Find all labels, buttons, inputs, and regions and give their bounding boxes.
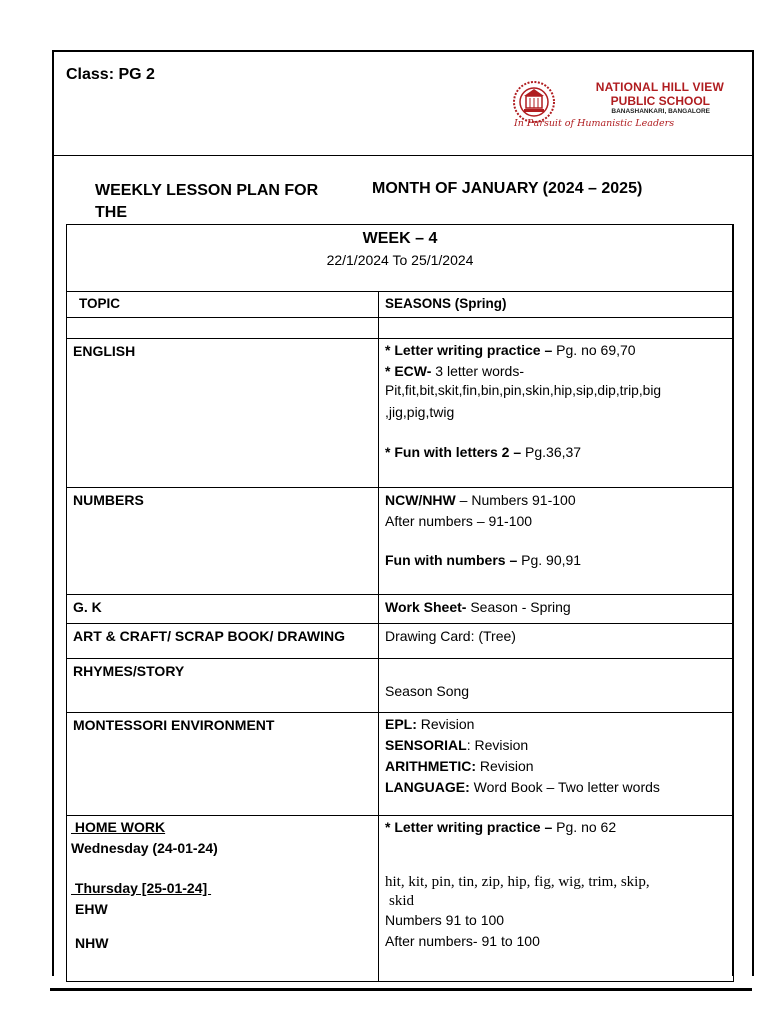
numbers-label: NUMBERS <box>67 488 379 595</box>
rhymes-content: Season Song <box>379 659 734 713</box>
week-label: WEEK – 4 <box>362 230 438 247</box>
plan-title-left <box>95 180 335 224</box>
art-label: ART & CRAFT/ SCRAP BOOK/ DRAWING <box>67 624 379 659</box>
header-divider <box>52 155 752 156</box>
school-name-line1: NATIONAL HILL VIEW <box>595 80 724 94</box>
school-tagline: In Pursuit of Humanistic Leaders <box>514 118 675 129</box>
montessori-sensorial: SENSORIAL: Revision <box>385 737 529 753</box>
homework-nhw-line-2: After numbers- 91 to 100 <box>385 932 540 949</box>
week-row <box>67 225 734 292</box>
lesson-plan-table <box>66 224 734 982</box>
plan-title-line2: THE <box>95 204 127 221</box>
english-words: Pit,fit,bit,skit,fin,bin,pin,skin,hip,sip,dip,trip,big <box>385 383 662 398</box>
english-item-2: * ECW- 3 letter words- <box>385 362 524 379</box>
english-label: ENGLISH <box>67 339 379 488</box>
week-dates: 22/1/2024 To 25/1/2024 <box>326 252 474 268</box>
numbers-line-1: NCW/NHW – Numbers 91-100 <box>385 492 576 508</box>
numbers-line-2: After numbers – 91-100 <box>385 512 533 529</box>
page-bottom-rule <box>50 988 752 991</box>
school-logo <box>512 78 724 134</box>
montessori-content <box>379 713 734 816</box>
numbers-row <box>67 488 734 595</box>
art-row <box>67 624 734 659</box>
plan-title-right: MONTH OF JANUARY (2024 – 2025) <box>372 180 643 197</box>
gk-label: G. K <box>67 595 379 624</box>
gk-row <box>67 595 734 624</box>
spacer-cell-right <box>379 318 734 339</box>
rhymes-row <box>67 659 734 713</box>
homework-content <box>379 816 734 982</box>
topic-label: TOPIC <box>67 292 379 318</box>
english-content <box>379 339 734 488</box>
week-cell <box>67 225 734 292</box>
homework-nhw: NHW <box>75 935 109 951</box>
spacer-row <box>67 318 734 339</box>
homework-thursday: Thursday [25-01-24] <box>71 880 212 896</box>
english-item-1: * Letter writing practice – Pg. no 69,70 <box>385 342 636 358</box>
english-words-2: ,jig,pig,twig <box>385 403 455 420</box>
homework-row <box>67 816 734 982</box>
numbers-content <box>379 488 734 595</box>
english-item-3: * Fun with letters 2 – Pg.36,37 <box>385 444 582 460</box>
plan-title-line1: WEEKLY LESSON PLAN FOR <box>95 182 319 199</box>
montessori-epl: EPL: Revision <box>385 716 475 732</box>
spacer-cell-left <box>67 318 379 339</box>
numbers-line-3: Fun with numbers – Pg. 90,91 <box>385 552 582 568</box>
art-content: Drawing Card: (Tree) <box>379 624 734 659</box>
homework-nhw-line-1: Numbers 91 to 100 <box>385 912 505 928</box>
homework-ehw: EHW <box>75 900 108 917</box>
homework-wednesday: Wednesday (24-01-24) <box>71 839 218 856</box>
gk-content: Work Sheet- Season - Spring <box>379 595 734 624</box>
school-location: BANASHANKARI, BANGALORE <box>611 108 710 115</box>
montessori-row <box>67 713 734 816</box>
rhymes-label: RHYMES/STORY <box>67 659 379 713</box>
topic-row <box>67 292 734 318</box>
school-name-line2: PUBLIC SCHOOL <box>610 94 710 108</box>
homework-wednesday-task: * Letter writing practice – Pg. no 62 <box>385 819 617 835</box>
montessori-label: MONTESSORI ENVIRONMENT <box>67 713 379 816</box>
montessori-arithmetic: ARITHMETIC: Revision <box>385 758 534 774</box>
homework-label <box>67 816 379 982</box>
homework-ehw-words: hit, kit, pin, tin, zip, hip, fig, wig, trim, skip, <box>385 873 650 890</box>
montessori-language: LANGUAGE: Word Book – Two letter words <box>385 779 660 795</box>
english-row <box>67 339 734 488</box>
class-label: Class: PG 2 <box>66 66 155 83</box>
homework-ehw-words-2: skid <box>389 893 415 909</box>
homework-title: HOME WORK <box>71 819 166 835</box>
topic-value: SEASONS (Spring) <box>379 292 734 318</box>
